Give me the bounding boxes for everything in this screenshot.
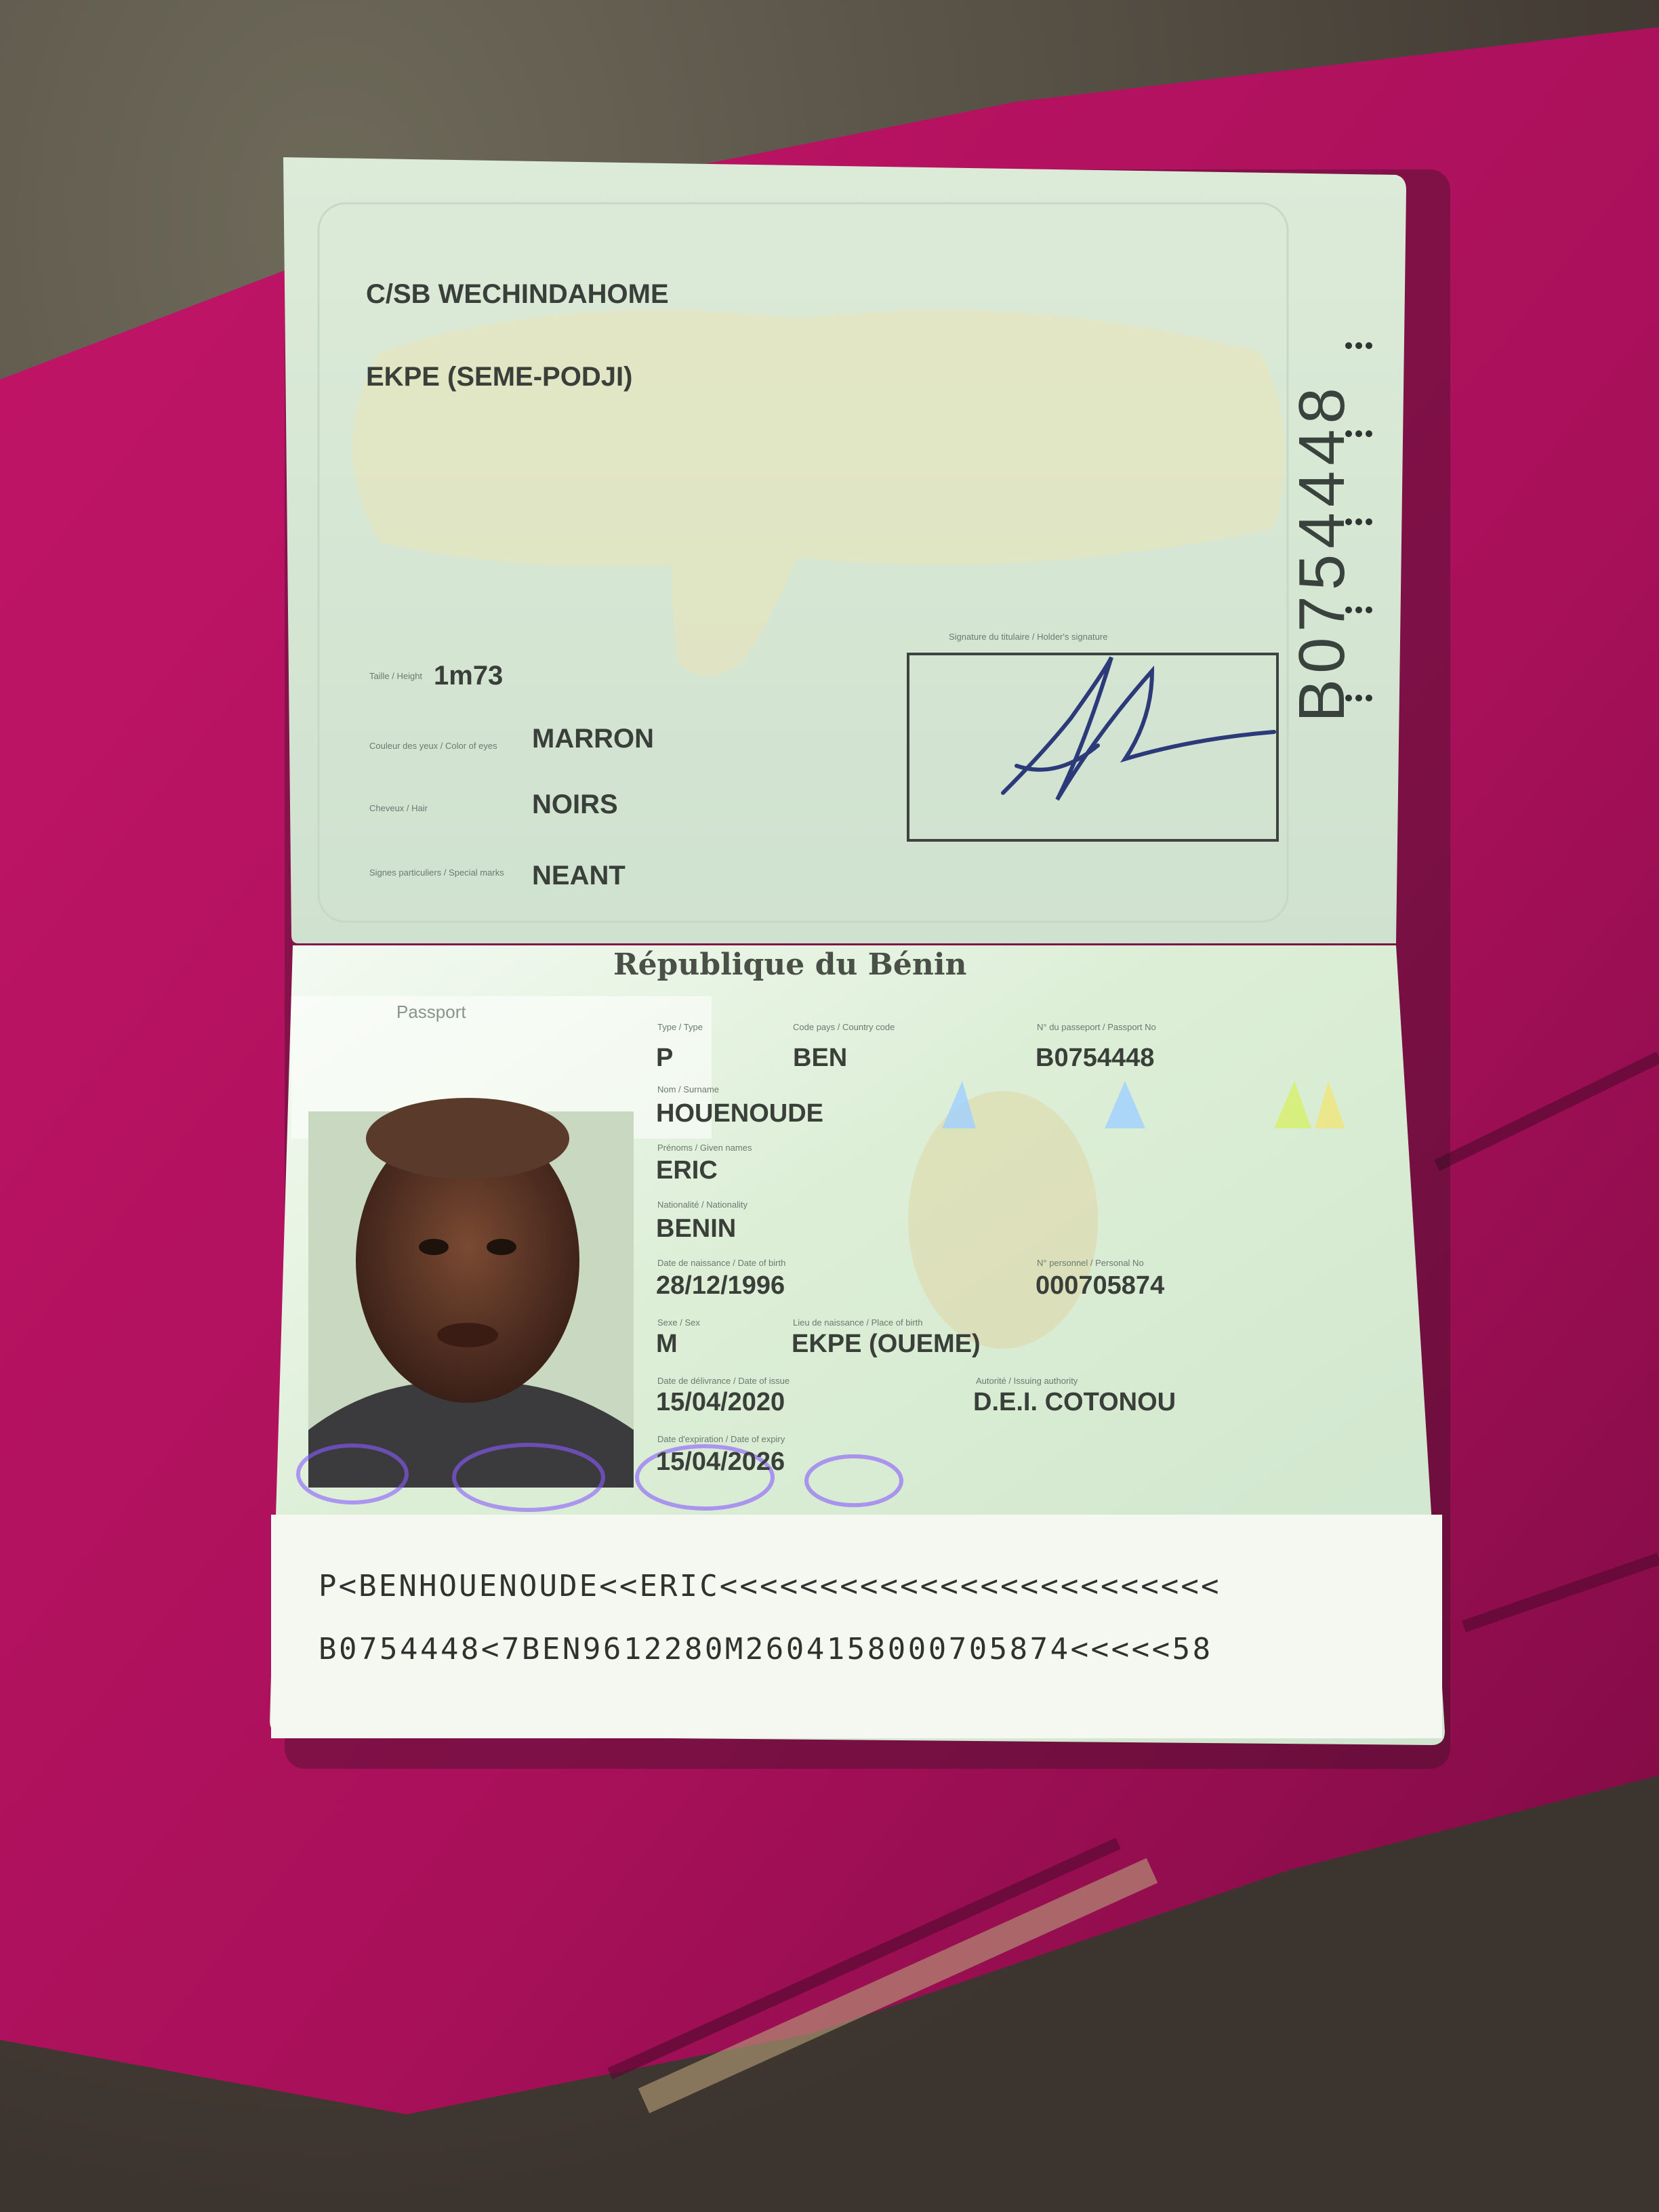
eyes-value: MARRON [532,724,654,754]
given-names-value: ERIC [656,1156,718,1185]
signature-label: Signature du titulaire / Holder's signature [949,632,1108,642]
authority-label: Autorité / Issuing authority [976,1376,1078,1386]
issue-value: 15/04/2020 [656,1388,785,1416]
nationality-label: Nationalité / Nationality [657,1200,747,1210]
passport-no-label: N° du passeport / Passport No [1037,1022,1156,1032]
pob-label: Lieu de naissance / Place of birth [793,1317,923,1328]
marks-value: NEANT [532,861,626,890]
type-label: Type / Type [657,1022,703,1032]
nationality-value: BENIN [656,1214,737,1243]
ghost-image [908,1091,1098,1349]
personal-no-label: N° personnel / Personal No [1037,1258,1144,1268]
expiry-label: Date d'expiration / Date of expiry [657,1434,785,1444]
height-value: 1m73 [434,661,504,691]
eyes-label: Couleur des yeux / Color of eyes [369,741,497,751]
personal-no-value: 000705874 [1036,1271,1165,1300]
country-code-label: Code pays / Country code [793,1022,895,1032]
issue-label: Date de délivrance / Date of issue [657,1376,790,1386]
height-label: Taille / Height [369,671,423,681]
authority-value: D.E.I. COTONOU [973,1388,1176,1416]
hair-value: NOIRS [532,790,618,819]
sex-label: Sexe / Sex [657,1317,700,1328]
hair-label: Cheveux / Hair [369,803,428,813]
address-line-2: EKPE (SEME-PODJI) [366,362,633,392]
holder-photo [308,1098,634,1488]
dob-value: 28/12/1996 [656,1271,785,1300]
document-label: Passport [396,1002,466,1022]
side-passport-number: B0754448 [1285,382,1358,722]
passport-no-value: B0754448 [1036,1044,1155,1072]
mrz-line-1: P<BENHOUENOUDE<<ERIC<<<<<<<<<<<<<<<<<<<<<<<<< [319,1569,1221,1603]
mrz-zone [271,1515,1442,1738]
type-value: P [656,1044,674,1072]
country-header: République du Bénin [613,947,967,982]
country-code-value: BEN [793,1044,848,1072]
address-line-1: C/SB WECHINDAHOME [366,279,669,309]
mrz-line-2: B0754448<7BEN9612280M2604158000705874<<<<<58 [319,1632,1213,1666]
given-names-label: Prénoms / Given names [657,1143,752,1153]
surname-label: Nom / Surname [657,1084,720,1094]
pob-value: EKPE (OUEME) [792,1330,981,1358]
surname-value: HOUENOUDE [656,1099,824,1128]
expiry-value: 15/04/2026 [656,1448,785,1476]
dob-label: Date de naissance / Date of birth [657,1258,786,1268]
marks-label: Signes particuliers / Special marks [369,867,504,878]
sex-value: M [656,1330,678,1358]
